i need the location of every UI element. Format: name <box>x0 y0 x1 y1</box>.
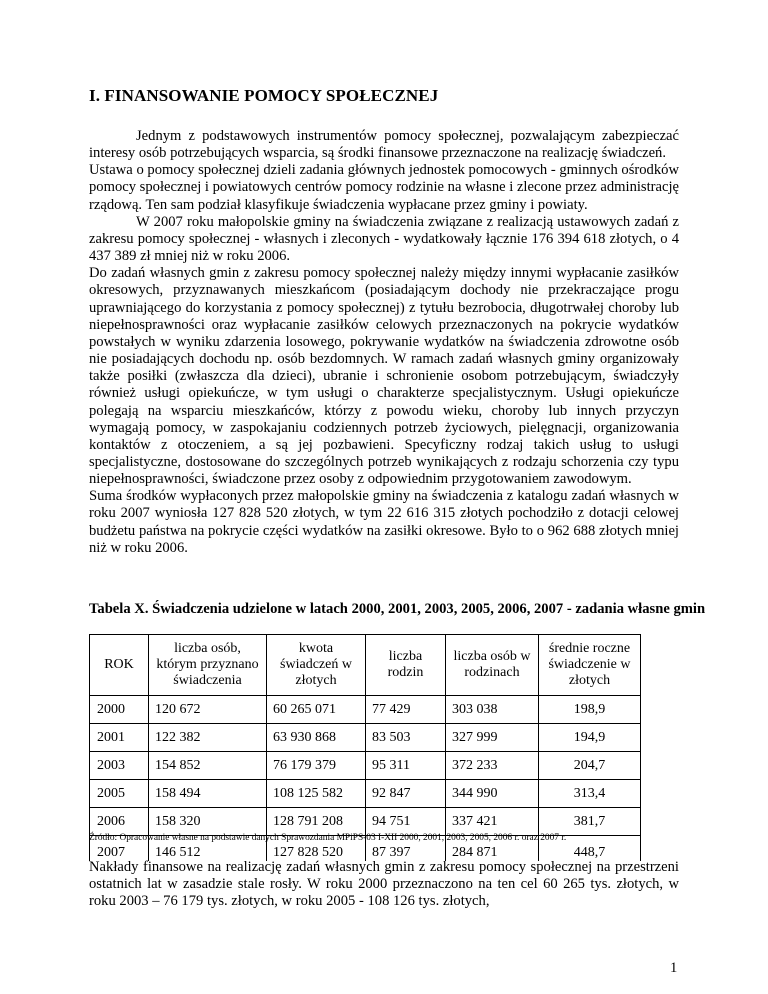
page-number: 1 <box>670 960 678 976</box>
table-caption: Tabela X. Świadczenia udzielone w latach 2000, 2001, 2003, 2005, 2006, 2007 - zadania własne gmin <box>89 601 706 617</box>
cell-year: 2007 <box>90 836 149 862</box>
body-text <box>89 128 679 557</box>
cell-average: 448,7 <box>539 836 641 862</box>
col-header-persons: liczba osób, którym przyznano świadczenia <box>149 635 267 696</box>
cell-average: 194,9 <box>539 724 641 752</box>
table-header-row <box>90 635 641 696</box>
cell-family-members: 303 038 <box>446 696 539 724</box>
cell-family-members: 284 871 <box>446 836 539 862</box>
cell-amount: 76 179 379 <box>267 752 366 780</box>
cell-families: 83 503 <box>366 724 446 752</box>
cell-average: 381,7 <box>539 808 641 836</box>
cell-amount: 63 930 868 <box>267 724 366 752</box>
cell-average: 198,9 <box>539 696 641 724</box>
col-header-average: średnie roczne świadczenie w złotych <box>539 635 641 696</box>
col-header-family-members: liczba osób w rodzinach <box>446 635 539 696</box>
cell-persons: 154 852 <box>149 752 267 780</box>
paragraph-2: Ustawa o pomocy społecznej dzieli zadania głównych jednostek pomocowych - gminnych ośrodków pomocy społecznej i powiatowych centrów pomocy rodzinie na własne i zlecone przez administrację rządową. Ten sam podział klasyfikuje świadczenia wypłacane przez gminy i powiaty. <box>89 162 680 213</box>
closing-text <box>89 859 679 910</box>
table-row <box>90 808 641 836</box>
cell-amount: 60 265 071 <box>267 696 366 724</box>
table-row <box>90 696 641 724</box>
cell-family-members: 337 421 <box>446 808 539 836</box>
cell-family-members: 372 233 <box>446 752 539 780</box>
col-header-year: ROK <box>90 635 149 696</box>
cell-year: 2000 <box>90 696 149 724</box>
cell-persons: 158 494 <box>149 780 267 808</box>
cell-year: 2005 <box>90 780 149 808</box>
cell-family-members: 344 990 <box>446 780 539 808</box>
table-row <box>90 752 641 780</box>
cell-amount: 128 791 208 <box>267 808 366 836</box>
table-source-note: Źródło: Opracowanie własne na podstawie danych Sprawozdania MPiPS-03 I-XII 2000, 2001, 2003, 2005, 2006 r. oraz 2007 r. <box>89 833 567 843</box>
cell-family-members: 327 999 <box>446 724 539 752</box>
cell-average: 204,7 <box>539 752 641 780</box>
paragraph-1: Jednym z podstawowych instrumentów pomocy społecznej, pozwalającym zabezpieczać interesy osób potrzebujących wsparcia, są środki finansowe przeznaczone na realizację świadczeń. <box>89 128 679 162</box>
cell-amount: 127 828 520 <box>267 836 366 862</box>
cell-persons: 146 512 <box>149 836 267 862</box>
cell-average: 313,4 <box>539 780 641 808</box>
table-row <box>90 724 641 752</box>
cell-persons: 158 320 <box>149 808 267 836</box>
paragraph-3: W 2007 roku małopolskie gminy na świadczenia związane z realizacją ustawowych zadań z zakresu pomocy społecznej - własnych i zleconych - wydatkowały łącznie 176 394 618 złotych, o 4 437 389 zł mniej niż w roku 2006. <box>89 213 679 265</box>
cell-families: 87 397 <box>366 836 446 862</box>
cell-families: 95 311 <box>366 752 446 780</box>
cell-families: 92 847 <box>366 780 446 808</box>
cell-families: 94 751 <box>366 808 446 836</box>
col-header-families: liczba rodzin <box>366 635 446 696</box>
cell-year: 2006 <box>90 808 149 836</box>
closing-paragraph: Nakłady finansowe na realizację zadań własnych gmin z zakresu pomocy społecznej na przestrzeni ostatnich lat w zasadzie stale rosły. W roku 2000 przeznaczono na ten cel 60 265 tys. złotych, w roku 2003 – 76 179 tys. złotych, w roku 2005 - 108 126 tys. złotych, <box>89 859 679 910</box>
table-row <box>90 780 641 808</box>
section-heading: I. FINANSOWANIE POMOCY SPOŁECZNEJ <box>89 86 439 105</box>
cell-year: 2001 <box>90 724 149 752</box>
paragraph-4: Do zadań własnych gmin z zakresu pomocy społecznej należy między innymi wypłacanie zasiłków okresowych, przyznawanych mieszkańcom (posiadającym dochody nie przekraczające progu uprawniającego do korzystania z pomocy społecznej) z tytułu bezrobocia, długotrwałej choroby lub niepełnosprawności oraz wypłacanie zasiłków celowych przeznaczonych na pokrycie wydatków powstałych w wyniku zdarzenia losowego, pokrywanie wydatków na świadczenia zdrowotne osób nie posiadających dochodu np. osób bezdomnych. W ramach zadań własnych gminy organizowały także posiłki (zwłaszcza dla dzieci), ubranie i schronienie osobom potrzebującym, świadczyły również usługi opiekuńcze, w tym usługi o charakterze specjalistycznym. Usługi opiekuńcze polegają na wsparciu mieszkańców, którzy z powodu wieku, choroby lub innych przyczyn wymagają pomocy, w zaspokajaniu codziennych potrzeb życiowych, pielęgnacji, organizowania kontaktów z otoczeniem, a są jej pozbawieni. Specyficzny rodzaj takich usług to usługi specjalistyczne, dostosowane do szczególnych potrzeb wynikających z rodzaju schorzenia czy typu niepełnosprawności, świadczone przez osoby z odpowiednim przygotowaniem zawodowym. <box>89 265 679 488</box>
cell-year: 2003 <box>90 752 149 780</box>
paragraph-5: Suma środków wypłaconych przez małopolskie gminy na świadczenia z katalogu zadań własnych w roku 2007 wyniosła 127 828 520 złotych, w tym 22 616 315 złotych pochodziło z dotacji celowej budżetu państwa na pokrycie części wydatków na zasiłki okresowe. Było to o 962 688 złotych mniej niż w roku 2006. <box>89 488 679 556</box>
col-header-amount: kwota świadczeń w złotych <box>267 635 366 696</box>
cell-amount: 108 125 582 <box>267 780 366 808</box>
cell-persons: 122 382 <box>149 724 267 752</box>
cell-persons: 120 672 <box>149 696 267 724</box>
benefits-table <box>89 634 641 861</box>
cell-families: 77 429 <box>366 696 446 724</box>
